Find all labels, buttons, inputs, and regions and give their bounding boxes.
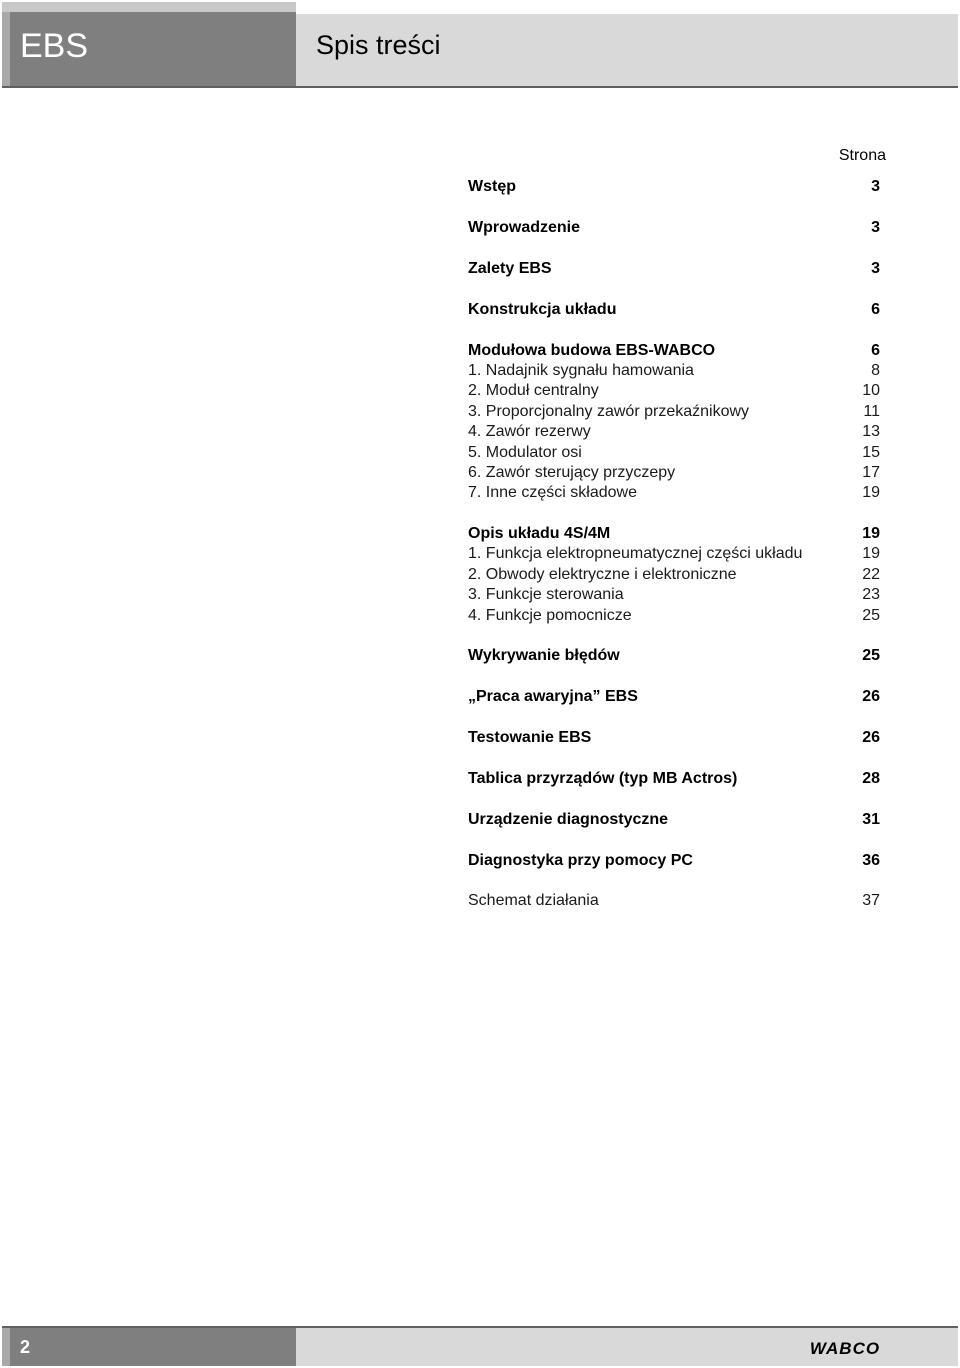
header-left-shadow: [2, 12, 10, 88]
footer-page-panel: [2, 1328, 296, 1366]
toc-entry-page: 15: [862, 444, 880, 461]
toc-entry-title: Opis układu 4S/4M: [468, 525, 611, 542]
toc-entry-title: Schemat działania: [468, 892, 599, 909]
toc-entry[interactable]: [468, 341, 880, 361]
toc-entry-page: 3: [871, 219, 880, 236]
toc-entry[interactable]: [468, 810, 880, 830]
toc-entry-page: 23: [862, 586, 880, 603]
toc-entry-title: Tablica przyrządów (typ MB Actros): [468, 770, 738, 787]
toc-entry-title: 5. Modulator osi: [468, 444, 582, 461]
toc-entry-page: 17: [862, 464, 880, 481]
toc-entry-title: 3. Proporcjonalny zawór przekaźnikowy: [468, 403, 750, 420]
toc-entry[interactable]: [468, 177, 880, 197]
toc-subentry[interactable]: [468, 585, 880, 605]
toc-page-column-label: Strona: [838, 147, 886, 164]
toc-entry[interactable]: [468, 524, 880, 544]
toc-entry-page: 22: [862, 566, 880, 583]
toc-entry[interactable]: [468, 769, 880, 789]
toc-entry-title: Konstrukcja układu: [468, 301, 617, 318]
toc-subentry[interactable]: [468, 463, 880, 483]
header-product-name: EBS: [20, 27, 89, 65]
toc-entry-title: 4. Funkcje pomocnicze: [468, 607, 632, 624]
toc-entry-page: 6: [871, 342, 880, 359]
wabco-logo: [800, 1337, 890, 1359]
toc-entry-title: 4. Zawór rezerwy: [468, 423, 591, 440]
toc-subentry[interactable]: [468, 381, 880, 401]
toc-entry-page: 6: [871, 301, 880, 318]
toc-subentry[interactable]: [468, 565, 880, 585]
header-top-stripe: [2, 2, 296, 12]
toc-entry-title: Wstęp: [468, 178, 516, 195]
toc-entry-title: Wprowadzenie: [468, 219, 581, 236]
toc-entry[interactable]: [468, 687, 880, 707]
toc-entry[interactable]: [468, 218, 880, 238]
toc-entry-page: 26: [862, 729, 880, 746]
toc-entry-title: 1. Funkcja elektropneumatycznej części układu: [468, 545, 803, 562]
toc-entry-title: 1. Nadajnik sygnału hamowania: [468, 362, 694, 379]
toc-entry-page: 3: [871, 260, 880, 277]
header-rule: [2, 86, 958, 88]
toc-entry-page: 19: [862, 484, 880, 501]
toc-entry-title: „Praca awaryjna” EBS: [468, 688, 638, 705]
toc-entry-title: Wykrywanie błędów: [468, 647, 620, 664]
toc-entry[interactable]: [468, 851, 880, 871]
toc-entry-page: 8: [871, 362, 880, 379]
toc-entry-page: 11: [863, 403, 880, 420]
toc-entry-page: 13: [862, 423, 880, 440]
toc-entry[interactable]: [468, 300, 880, 320]
toc-subentry[interactable]: [468, 402, 880, 422]
toc-subentry[interactable]: [468, 606, 880, 626]
toc-subentry[interactable]: [468, 544, 880, 564]
toc-entry-title: 2. Moduł centralny: [468, 382, 599, 399]
toc-entry-title: 3. Funkcje sterowania: [468, 586, 624, 603]
toc-entry[interactable]: [468, 259, 880, 279]
toc-entry-page: 28: [862, 770, 880, 787]
toc-entry-page: 25: [862, 607, 880, 624]
toc-entry-title: Zalety EBS: [468, 260, 552, 277]
toc-entry-page: 26: [862, 688, 880, 705]
toc-entry[interactable]: [468, 728, 880, 748]
toc-subentry[interactable]: [468, 422, 880, 442]
toc-subentry[interactable]: [468, 361, 880, 381]
toc-entry-title: Testowanie EBS: [468, 729, 592, 746]
toc-entry-page: 10: [862, 382, 880, 399]
toc-entry-page: 31: [862, 811, 880, 828]
toc-entry-page: 37: [862, 892, 880, 909]
toc-entry-page: 25: [862, 647, 880, 664]
toc-entry-title: Urządzenie diagnostyczne: [468, 811, 669, 828]
toc-entry-page: 19: [862, 525, 880, 542]
toc-entry-page: 3: [871, 178, 880, 195]
wabco-logo-text: WABCO: [809, 1339, 881, 1358]
toc-subentry[interactable]: [468, 443, 880, 463]
page-number: 2: [20, 1337, 31, 1357]
toc-entry-title: 6. Zawór sterujący przyczepy: [468, 464, 676, 481]
toc-entry[interactable]: [468, 891, 880, 911]
toc-entry-page: 19: [862, 545, 880, 562]
page-title: Spis treści: [316, 30, 441, 60]
toc-entry-page: 36: [862, 852, 880, 869]
toc-entry-title: Diagnostyka przy pomocy PC: [468, 852, 693, 869]
footer-left-shadow: [2, 1328, 10, 1366]
toc-entry-title: 7. Inne części składowe: [468, 484, 637, 501]
toc-subentry[interactable]: [468, 483, 880, 503]
toc-entry-title: Modułowa budowa EBS-WABCO: [468, 342, 716, 359]
toc-entry-title: 2. Obwody elektryczne i elektroniczne: [468, 566, 737, 583]
toc-entry[interactable]: [468, 646, 880, 666]
